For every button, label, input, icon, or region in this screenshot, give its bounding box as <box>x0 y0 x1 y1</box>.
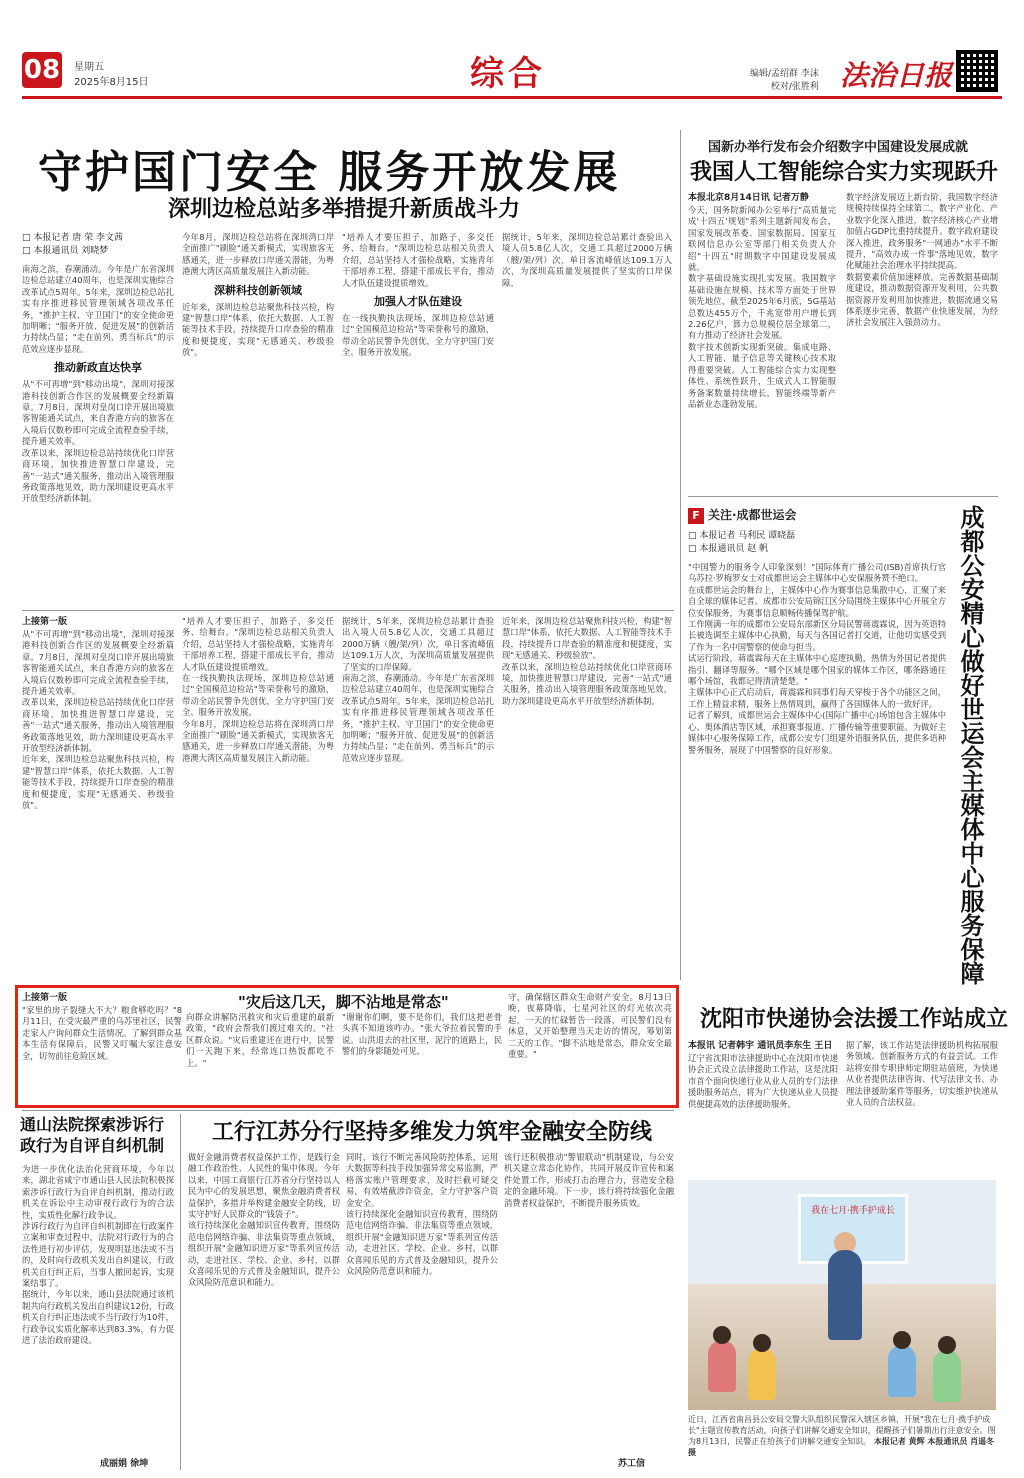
editor-line: 编辑/孟绍群 李沫 <box>750 69 819 79</box>
weekday: 星期五 <box>74 62 104 73</box>
lead-headline: 守护国门安全 服务开放发展 <box>38 147 621 198</box>
highlight-column-1 <box>22 992 182 1102</box>
lead-column-4 <box>502 232 672 604</box>
tongshan-body <box>22 1164 174 1454</box>
jiangsu-headline: 工行江苏分行坚持多维发力筑牢金融安全防线 <box>212 1119 653 1145</box>
highlight-paragraph: "家里的房子裂缝大不大？粮食够吃吗？"8月11日，在受灾最严重的乌苏里社区，民警走家入户询问群众生活情况。了解到群众基本生活有保障后，民警又叮嘱大家注意安全，切勿前往危险区域。 <box>22 1005 182 1061</box>
caption-text: 近日，江西省南昌县公安局交警大队组织民警深入辖区乡镇，开展"我在七月·携手护成长"主题宣传教育活动，向孩子们讲解交通安全知识，提醒孩子们暑期出行注意安全。图为8月13日，民警正在给孩子们讲解交通安全知识。 <box>688 1415 996 1446</box>
shenyang-headline: 沈阳市快递协会法援工作站成立 <box>700 1006 1009 1032</box>
continuation-paragraph: "培养人才要压担子，加路子，多交任务、给舞台。"深圳边检总站相关负责人介绍，总站坚持人才强检战略，实施青年干部培养工程，搭建干部成长平台，推动人才队伍建设提质增效。 <box>182 616 334 672</box>
jiangsu-paragraph: 该行持续深化金融知识宣传教育，围绕防范电信网络诈骗、非法集资等重点领域，组织开展"金融知识进万家"等系列宣传活动，走进社区、学校、企业、乡村，以群众喜闻乐见的方式普及金融知识，提升公众风险防范意识和能力。 <box>346 1209 498 1277</box>
tongshan-paragraph: 据统计，今年以来，通山县法院通过该机制共向行政机关发出自纠建议12份，行政机关自行纠正违法或不当行政行为10件，行政争议实质化解率达到83.3%，有力促进了法治政府建设。 <box>22 1289 174 1346</box>
lead-paragraph: 据统计，5年来，深圳边检总站累计查验出入境人员5.8亿人次，交通工具超过2000万辆（艘/架/列）次，单日客流峰值达109.1万人次，为深圳高质量发展提供了坚实的口岸保障。 <box>502 232 672 288</box>
lead-section-heading: 深耕科技创新领域 <box>214 283 302 297</box>
lead-column-1 <box>22 232 174 604</box>
child-figure <box>933 1350 961 1402</box>
section-divider <box>22 1110 674 1111</box>
tongshan-paragraph: 涉诉行政行为自评自纠机制即在行政案件立案和审查过程中，法院对行政行为的合法性进行初步评估，发现明显违法或不当的，及时向行政机关发出自纠建议，行政机关自行纠正后，当事人撤回起诉，实现案结事了。 <box>22 1221 174 1289</box>
highlight-paragraph: "谢谢你们啊，要不是你们，我们这把老骨头真不知道该咋办。"张大爷拉着民警的手说。山洪退去的社区里，泥泞的道路上，民警们的身影随处可见。 <box>342 1012 502 1057</box>
shenyang-column-1 <box>688 1040 838 1170</box>
chengdu-paragraph: "中国警力的服务令人印象深刻！"国际体育广播公司(ISB)首席执行官乌苏拉·罗梅罗女士对成都世运会主媒体中心安保服务赞不绝口。 <box>688 562 946 584</box>
shenyang-paragraph: 据了解，该工作站是法律援助机构拓展服务领域、创新服务方式的有益尝试。工作站将安排专职律师定期驻站值班，为快递从业者提供法律咨询、代写法律文书、办理法律援助案件等服务，切实维护快递从业人员的合法权益。 <box>846 1040 998 1108</box>
photo-credit: 本报记者 黄辉 本报通讯员 肖遥冬 摄 <box>688 1437 995 1457</box>
child-head <box>938 1336 956 1354</box>
masthead-logo: 法治日报 <box>840 59 953 92</box>
highlight-column-4 <box>508 992 672 1104</box>
continuation-paragraph: 改革以来，深圳边检总站持续优化口岸营商环境，加快推进智慧口岸建设，完善"一站式"通关服务，推动出入境管理服务政策落地见效，助力深圳建设更高水平开放型经济新体制。 <box>502 661 672 706</box>
section-divider <box>688 496 998 497</box>
continuation-column <box>22 616 174 978</box>
continuation-column <box>502 616 672 978</box>
tongshan-headline: 通山法院探索涉诉行政行为自评自纠机制 <box>20 1115 165 1155</box>
page-number: 08 <box>22 52 62 88</box>
continuation-column <box>182 616 334 978</box>
child-figure <box>888 1345 916 1397</box>
jiangsu-column-3 <box>504 1152 674 1452</box>
column-divider <box>180 1114 181 1470</box>
chengdu-section-label <box>688 506 797 524</box>
lead-subheadline: 深圳边检总站多举措提升新质战斗力 <box>168 196 521 222</box>
child-figure <box>748 1348 776 1400</box>
jiangsu-author: 苏工信 <box>618 1459 646 1469</box>
ai-story-paragraph: 今天，国务院新闻办公室举行"高质量完成'十四五'规划"系列主题新闻发布会，国家发展改革委、国家数据局、国家互联网信息办公室等部门相关负责人介绍"十四五"时期数字中国建设发展成就。 <box>688 205 836 273</box>
jiangsu-paragraph: 该行持续深化金融知识宣传教育，围绕防范电信网络诈骗、非法集资等重点领域，组织开展"金融知识进万家"等系列宣传活动，走进社区、学校、企业、乡村，以群众喜闻乐见的方式普及金融知识，提升公众风险防范意识和能力。 <box>188 1220 340 1288</box>
column-divider <box>680 130 681 980</box>
section-flag-icon: F <box>688 508 704 524</box>
lead-column-2 <box>182 232 334 604</box>
chengdu-paragraph: 记者了解到，成都世运会主媒体中心(国际广播中心)场馆包含主媒体中心、奥体酒店等区域，承担赛事报道、广播传输等重要职能。为做好主媒体中心服务保障工作，成都公安专门组建外语服务队伍，提供多语种警务服务，展现了中国警察的良好形象。 <box>688 710 946 755</box>
lead-paragraph: 从"不可再增"到"移动出境"，深圳对接深港科技创新合作区的发展概要全经新篇章。7月8日，深圳对皇岗口岸开展出境旅客智能通关试点，来自香港方向的旅客在入境后仅数秒即可完成全流程查验手续，提升通关效率。 <box>22 379 174 447</box>
chengdu-paragraph: 在成都世运会的舞台上，主媒体中心作为赛事信息集散中心，汇聚了来自全球的媒体记者。成都市公安局锦江区分局围绕主媒体中心开展全方位安保服务，为赛事信息顺畅传播保驾护航。 <box>688 584 946 618</box>
section-title: 综合 <box>470 54 546 94</box>
lead-byline-reporter: □ 本报记者 唐 荣 李文茜 <box>22 233 123 243</box>
highlight-column-3 <box>342 1012 502 1104</box>
chengdu-body <box>688 530 946 980</box>
header-rule <box>22 96 1002 99</box>
continuation-column <box>342 616 494 978</box>
chengdu-paragraph: 工作刚满一年的成都市公安局东部新区分局民警蒋震霖说，因为英语特长被选调至主媒体中心执勤，每天与各国记者打交道，让他切实感受到了作为一名中国警察的使命与担当。 <box>688 619 946 652</box>
chengdu-headline: 成都公安精心做好世运会主媒体中心服务保障 <box>956 505 985 985</box>
lead-paragraph: 今年8月，深圳边检总站将在深圳湾口岸全面推广"刷脸"通关新模式，实现旅客无感通关，进一步释放口岸通关潜能，为粤港澳大湾区高质量发展注入新动能。 <box>182 232 334 277</box>
jiangsu-paragraph: 该行还积极推动"警银联动"机制建设，与公安机关建立常态化协作，共同开展反诈宣传和案件处置工作，形成打击治理合力，营造安全稳定的金融环境。下一步，该行将持续强化金融消费者权益保护，不断提升服务质效。 <box>504 1152 674 1208</box>
lead-paragraph: 近年来，深圳边检总站聚焦科技兴检，构建"智慧口岸"体系，依托大数据、人工智能等技术手段，持续提升口岸查验的精准度和便捷度，实现"无感通关、秒级验放"。 <box>182 301 334 358</box>
ai-story-paragraph: 数字经济发展迈上新台阶，我国数字经济规模持续保持全球第二，数字产业化、产业数字化深入推进，数字经济核心产业增加值占GDP比重持续提升。数字政府建设深入推进，政务服务"一网通办"水平不断提升，"高效办成一件事"落地见效，数字化赋能社会治理水平持续提高。 <box>846 192 998 271</box>
officer-figure <box>828 1250 862 1340</box>
ai-story-column-1 <box>688 192 836 490</box>
child-head <box>713 1326 731 1344</box>
continuation-paragraph: 南海之滨，春潮涌动。今年是广东省深圳边检总站建立40周年，也是深圳实施综合改革试点5周年。5年来，深圳边检总站扎实有序推进移民管理领域各项改革任务，"推护主权、守卫国门"的安全使命更加明晰；"服务开放、促进发展"的创新活力持续凸显；"走在前列、勇当标兵"的示范效应逐步显现。 <box>342 673 494 763</box>
shenyang-paragraph: 辽宁省沈阳市法律援助中心在沈阳市快递协会正式设立法律援助工作站，这是沈阳市首个面向快递行业从业人员的专门法律援助服务站点，将为广大快递从业人员提供便捷高效的法律援助服务。 <box>688 1053 838 1109</box>
child-head <box>753 1334 771 1352</box>
continuation-paragraph: 今年8月，深圳边检总站将在深圳湾口岸全面推广"刷脸"通关新模式，实现旅客无感通关，进一步释放口岸通关潜能，为粤港澳大湾区高质量发展注入新动能。 <box>182 718 334 763</box>
child-head <box>893 1331 911 1349</box>
jiangsu-paragraph: 做好金融消费者权益保护工作，是践行金融工作政治性、人民性的集中体现。今年以来，中国工商银行江苏省分行坚持以人民为中心的发展思想，聚焦金融消费者权益保护，多措并举构建金融安全防线，切实守护好人民群众的"钱袋子"。 <box>188 1152 340 1220</box>
lead-byline-correspondent: □ 本报通讯员 刘晓梦 <box>22 246 109 256</box>
highlight-paragraph: 守，确保辖区群众生命财产安全。8月13日晚，夜幕降临，七星河社区的灯光依次亮起，一天的忙碌暂告一段落，可民警们没有休息，又开始整理当天走访的情况，筹划第二天的工作。"脚不沾地是常态，群众安全最重要。" <box>508 992 672 1060</box>
lead-paragraph: 改革以来，深圳边检总站持续优化口岸营商环境，加快推进智慧口岸建设，完善"一站式"通关服务，推动出入境管理服务政策落地见效，助力深圳建设更高水平开放型经济新体制。 <box>22 447 174 504</box>
continuation-paragraph: 在一线执勤执法现场，深圳边检总站通过"全国模范边检站"等荣誉称号的激励，带动全站民警争先创优，全力守护国门安全、服务开放发展。 <box>182 673 334 718</box>
chengdu-paragraph: 主媒体中心正式启动后，蒋震霖和同事们每天穿梭于各个功能区之间，工作上精益求精，服务上热情周到，赢得了各国媒体人的一致好评。 <box>688 687 946 709</box>
lead-column-3 <box>342 232 494 604</box>
chengdu-label-text: 关注·成都世运会 <box>708 508 797 522</box>
issue-date: 2025年8月15日 <box>74 77 149 88</box>
shenyang-byline: 本报讯 记者韩宇 通讯员李东生 王日 <box>688 1041 833 1051</box>
ai-story-dateline: 本报北京8月14日讯 记者万静 <box>688 193 809 203</box>
tongshan-author: 成丽娟 徐坤 <box>100 1459 149 1469</box>
continuation-paragraph: 近年来，深圳边检总站聚焦科技兴检，构建"智慧口岸"体系，依托大数据、人工智能等技术手段，持续提升口岸查验的精准度和便捷度，实现"无感通关、秒级验放"。 <box>22 754 174 811</box>
chengdu-paragraph: 试运行阶段，蒋震霖每天在主媒体中心巡逻执勤，热情为外国记者提供指引、翻译等服务。"哪个区域是哪个国家的媒体工作区，哪条路通往哪个场馆，我都记得清清楚楚。" <box>688 653 946 687</box>
tongshan-paragraph: 为进一步优化法治化营商环境，今年以来，湖北省咸宁市通山县人民法院积极探索涉诉行政行为自评自纠机制，推动行政机关在诉讼中主动审视行政行为的合法性，实质性化解行政争议。 <box>22 1164 174 1220</box>
photo-caption <box>688 1414 998 1458</box>
highlight-paragraph: 向群众讲解防汛救灾和灾后重建的最新政策，"政府会帮我们渡过难关的。"社区群众说。"灾后重建还在进行中，民警们一天跑下来，经常连口热饭都吃不上。" <box>186 1012 334 1068</box>
shenyang-column-2 <box>846 1040 998 1170</box>
lead-paragraph: "培养人才要压担子，加路子，多交任务、给舞台。"深圳边检总站相关负责人介绍，总站坚持人才强检战略，实施青年干部培养工程，搭建干部成长平台，推动人才队伍建设提质增效。 <box>342 232 494 288</box>
chengdu-byline-reporter: □ 本报记者 马利民 谭晓磊 <box>688 531 796 541</box>
jiangsu-paragraph: 同时，该行不断完善风险防控体系，运用大数据等科技手段加强异常交易监测，严格落实账户管理要求，及时拦截可疑交易，有效堵截涉诈资金，全力守护客户资金安全。 <box>346 1152 498 1208</box>
ai-story-kicker: 国新办举行发布会介绍数字中国建设发展成就 <box>708 140 969 155</box>
ai-story-column-2 <box>846 192 998 490</box>
jiangsu-column-2 <box>346 1152 498 1452</box>
highlight-continuation-label: 上接第一版 <box>22 993 68 1003</box>
highlight-headline: "灾后这几天，脚不沾地是常态" <box>238 993 449 1011</box>
lead-section-heading: 加强人才队伍建设 <box>374 295 462 309</box>
ai-story-paragraph: 数字基础设施实现扎实发展。我国数字基础设施在规模、技术等方面处于世界领先地位，截至2025年6月底，5G基站总数达455万个，千兆宽带用户增长到2.26亿户，算力总规模位居全球第二，有力推动了经济社会发展。 <box>688 273 836 341</box>
continuation-label: 上接第一版 <box>22 617 68 627</box>
ai-story-paragraph: 数据要素价值加速释放。完善数据基础制度建设，推动数据资源开发利用，公共数据资源开发利用加快推进，数据流通交易体系逐步完善，数据产业快速发展，为经济社会发展注入强劲动力。 <box>846 271 998 328</box>
board-text: 我在七月·携手护成长 <box>811 1206 895 1216</box>
news-photo <box>688 1180 996 1410</box>
continuation-paragraph: 改革以来，深圳边检总站持续优化口岸营商环境，加快推进智慧口岸建设，完善"一站式"通关服务，推动出入境管理服务政策落地见效，助力深圳建设更高水平开放型经济新体制。 <box>22 697 174 754</box>
page-header <box>0 0 1024 100</box>
proofreader-line: 校对/张胜利 <box>770 82 819 92</box>
chengdu-byline-correspondent: □ 本报通讯员 赵 帆 <box>688 544 769 554</box>
highlight-column-2 <box>186 1012 334 1104</box>
ai-story-paragraph: 数字技术创新实现新突破。集成电路、人工智能、量子信息等关键核心技术取得重要突破。人工智能综合实力实现整体性、系统性跃升，生成式人工智能服务备案数量持续增长，智能终端等新产品新业态蓬勃发展。 <box>688 341 836 409</box>
lead-paragraph: 在一线执勤执法现场，深圳边检总站通过"全国模范边检站"等荣誉称号的激励，带动全站民警争先创优，全力守护国门安全、服务开放发展。 <box>342 313 494 358</box>
continuation-paragraph: 近年来，深圳边检总站聚焦科技兴检，构建"智慧口岸"体系，依托大数据、人工智能等技术手段，持续提升口岸查验的精准度和便捷度，实现"无感通关、秒级验放"。 <box>502 616 672 661</box>
ai-story-headline: 我国人工智能综合实力实现跃升 <box>690 159 999 185</box>
editor-credits <box>750 68 819 94</box>
continuation-paragraph: 从"不可再增"到"移动出境"，深圳对接深港科技创新合作区的发展概要全经新篇章。7月8日，深圳对皇岗口岸开展出境旅客智能通关试点，来自香港方向的旅客在入境后仅数秒即可完成全流程查验手续，提升通关效率。 <box>22 629 174 697</box>
lead-paragraph: 南海之滨，春潮涌动。今年是广东省深圳边检总站建立40周年，也是深圳实施综合改革试点5周年。5年来，深圳边检总站扎实有序推进移民管理领域各项改革任务，"推护主权、守卫国门"的安全使命更加明晰；"服务开放、促进发展"的创新活力持续凸显；"走在前列、勇当标兵"的示范效应逐步显现。 <box>22 264 174 354</box>
jiangsu-column-1 <box>188 1152 340 1452</box>
continuation-paragraph: 据统计，5年来，深圳边检总站累计查验出入境人员5.8亿人次，交通工具超过2000万辆（艘/架/列）次，单日客流峰值达109.1万人次，为深圳高质量发展提供了坚实的口岸保障。 <box>342 616 494 672</box>
child-figure <box>708 1340 736 1392</box>
qr-code-icon <box>956 50 998 92</box>
section-divider <box>22 610 674 611</box>
lead-section-heading: 推动新政直达快享 <box>54 361 142 375</box>
